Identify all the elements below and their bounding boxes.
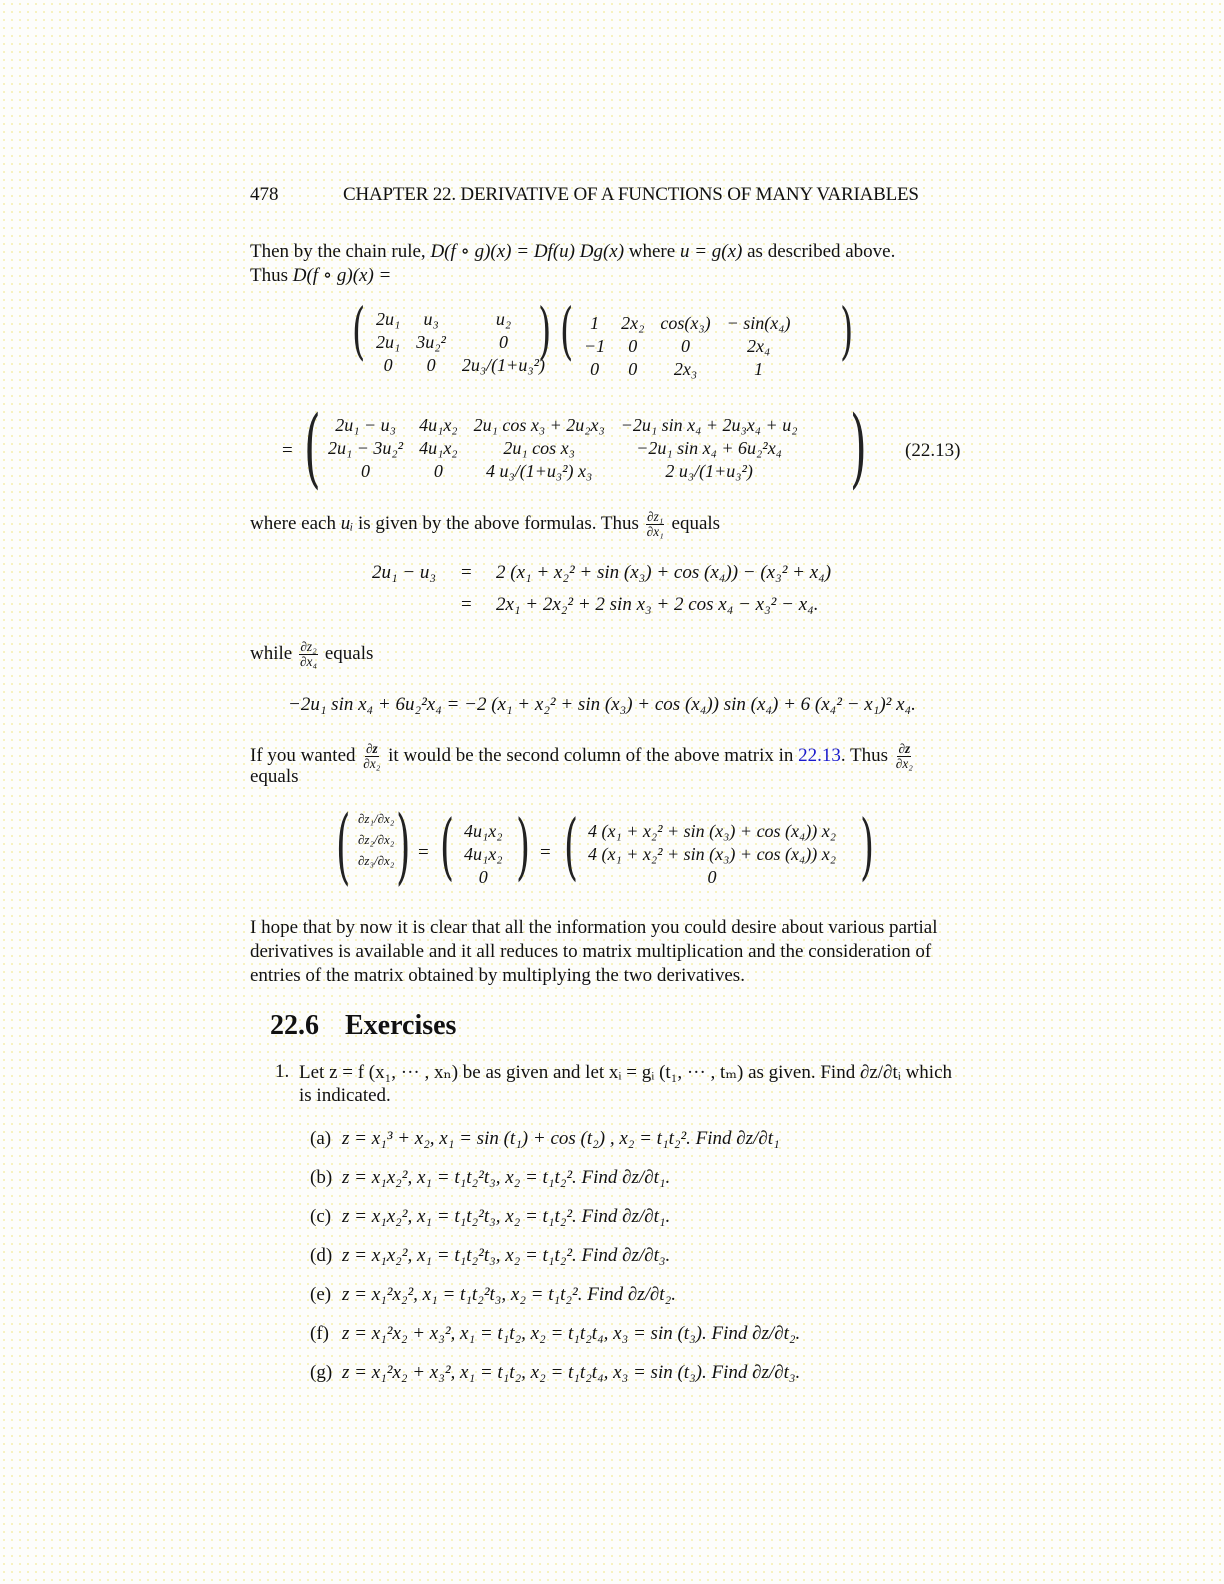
matrix-df-row (368, 308, 553, 331)
matrix-product-cell: 2u₁ − u₃ (335, 415, 396, 435)
vector-mid-cell: 4u₁x₂ (464, 844, 503, 864)
matrix-dg-cell: 2x₂ (621, 313, 645, 333)
matrix-product-cell: 0 (361, 461, 371, 481)
matrix-df-row (368, 354, 553, 377)
equation-number: (22.13) (905, 440, 961, 461)
matrix-product-row (320, 460, 805, 483)
text: is given by the above formulas. Thus (353, 512, 644, 534)
frac-den: ∂x₄ (299, 653, 318, 669)
subitem-label: (e) (310, 1284, 332, 1305)
text: equals (666, 512, 721, 534)
intro-text: where (624, 241, 680, 262)
matrix-dg-cell: − sin(x₄) (726, 313, 791, 333)
subitem-label: (a) (310, 1128, 332, 1149)
exercise-1-line-1: Let z = f (x₁, ··· , xₙ) be as given and let xᵢ = gᵢ (t₁, ··· , tₘ) as given. Find ∂z/∂tᵢ which (299, 1062, 953, 1083)
paragraph-dz1dx1 (250, 510, 720, 539)
eq-equals-1: = (461, 562, 472, 583)
matrix-dg-row (576, 358, 799, 381)
eq-equals-2: = (461, 594, 472, 615)
vector-rhs-cell: 4 (x₁ + x₂² + sin (x₃) + cos (x₄)) x₂ (588, 821, 837, 841)
vector-lhs-row (350, 808, 402, 829)
matrix-product-cell: 4u₁x₂ (419, 415, 458, 435)
matrix-df-row (368, 331, 553, 354)
matrix-dg-cell: 1 (754, 359, 764, 379)
subitem-label: (f) (310, 1323, 329, 1344)
matrix-df-cell: 3u₂² (416, 332, 446, 352)
vector-rhs-cell: 0 (707, 867, 717, 887)
section-title: Exercises (345, 1010, 457, 1041)
vector-rhs-row (580, 843, 844, 866)
closing-paragraph-line-1: I hope that by now it is clear that all the information you could desire about various partial (250, 917, 938, 938)
vector-rhs-row (580, 820, 844, 843)
subitem-text: z = x₁x₂², x₁ = t₁t₂²t₃, x₂ = t₁t₂². Find ∂z/∂t₁. (342, 1167, 671, 1188)
section-heading (270, 1010, 482, 1042)
subitem-text: z = x₁²x₂ + x₃², x₁ = t₁t₂, x₂ = t₁t₂t₄, x₃ = sin (t₃). Find ∂z/∂t₃. (342, 1362, 801, 1383)
right-paren: ) (850, 398, 867, 498)
vector-mid (456, 820, 511, 889)
intro-line-2 (250, 264, 391, 287)
exercise-number: 1. (275, 1061, 290, 1082)
paragraph-dzdx2-line2: equals (250, 766, 299, 787)
text: equals (320, 642, 374, 664)
vector-lhs-row (350, 850, 402, 871)
frac-num: ∂z (365, 741, 378, 756)
subitem-label: (g) (310, 1362, 333, 1383)
matrix-product-cell: −2u₁ sin x₄ + 2u₃x₄ + u₂ (620, 415, 798, 435)
frac-den: ∂x₂ (363, 755, 381, 771)
subitem-text: z = x₁x₂², x₁ = t₁t₂²t₃, x₂ = t₁t₂². Find ∂z/∂t₃. (342, 1245, 671, 1266)
subitem-label: (d) (310, 1245, 333, 1266)
vector-lhs-cell: ∂z₁/∂x₂ (358, 811, 395, 826)
matrix-df-cell: 0 (426, 355, 436, 375)
vector-lhs-cell: ∂z₂/∂x₂ (358, 832, 395, 847)
matrix-product-row (320, 437, 805, 460)
partial-fraction (895, 742, 914, 771)
matrix-df-cell: 2u₁ (376, 309, 401, 329)
matrix-dg (576, 312, 799, 381)
equals-sign: = (282, 440, 293, 461)
matrix-df-cell: 0 (498, 332, 508, 352)
subitem-text: z = x₁²x₂ + x₃², x₁ = t₁t₂, x₂ = t₁t₂t₄, x₃ = sin (t₃). Find ∂z/∂t₂. (342, 1323, 801, 1344)
equals-sign: = (418, 842, 429, 863)
vector-mid-row (456, 843, 511, 866)
subitem-text: z = x₁x₂², x₁ = t₁t₂²t₃, x₂ = t₁t₂². Find ∂z/∂t₁. (342, 1206, 671, 1227)
vector-lhs (350, 808, 402, 871)
partial-fraction (362, 742, 381, 771)
equals-sign: = (540, 842, 551, 863)
closing-paragraph-line-2: derivatives is available and it all reduces to matrix multiplication and the consideration of (250, 941, 932, 962)
text: If you wanted (250, 744, 361, 766)
chain-rule-formula: D(f ∘ g)(x) = Df(u) Dg(x) (430, 241, 625, 262)
left-paren: ( (564, 804, 579, 888)
page-number: 478 (250, 184, 279, 205)
vector-lhs-cell: ∂z₃/∂x₂ (358, 853, 395, 868)
text: while (250, 642, 297, 664)
matrix-dg-cell: 0 (628, 336, 638, 356)
matrix-product-cell: 4u₁x₂ (419, 438, 458, 458)
left-paren: ( (304, 398, 321, 498)
matrix-dg-row (576, 312, 799, 335)
intro-text: as described above. (742, 241, 896, 262)
section-number: 22.6 (270, 1010, 319, 1041)
partial-fraction (299, 640, 318, 669)
chapter-title: CHAPTER 22. DERIVATIVE OF A FUNCTIONS OF MANY VARIABLES (343, 184, 919, 205)
matrix-dg-cell: −1 (584, 336, 606, 356)
subitem-text: z = x₁³ + x₂, x₁ = sin (t₁) + cos (t₂) , x₂ = t₁t₂². Find ∂z/∂t₁ (342, 1128, 780, 1149)
ui-symbol: uᵢ (340, 512, 354, 534)
right-paren: ) (840, 294, 854, 367)
intro-text: Then by the chain rule, (250, 241, 431, 262)
left-paren: ( (440, 804, 455, 888)
matrix-dg-cell: 0 (681, 336, 691, 356)
paragraph-dz2dx4 (250, 640, 373, 669)
equation-ref-link[interactable]: 22.13 (798, 744, 841, 766)
right-paren: ) (516, 804, 531, 888)
matrix-dg-cell: 1 (590, 313, 600, 333)
exercise-subitem (310, 1245, 670, 1267)
matrix-df (368, 308, 553, 377)
frac-num: ∂z₁ (647, 509, 664, 524)
text: it would be the second column of the above matrix in (383, 744, 799, 766)
exercise-subitem (310, 1128, 780, 1150)
frac-num: ∂z₂ (300, 639, 317, 654)
subitem-label: (c) (310, 1206, 332, 1227)
intro-line-1 (250, 240, 895, 263)
matrix-df-cell: 0 (383, 355, 393, 375)
subitem-label: (b) (310, 1167, 333, 1188)
matrix-dg-cell: cos(x₃) (660, 313, 711, 333)
frac-den: ∂x₁ (646, 523, 664, 539)
matrix-product-cell: −2u₁ sin x₄ + 6u₂²x₄ (636, 438, 782, 458)
matrix-dg-cell: 0 (590, 359, 600, 379)
matrix-df-cell: 2u₁ (376, 332, 401, 352)
vector-mid-cell: 0 (478, 867, 488, 887)
matrix-product-cell: 2 u₃/(1+u₃²) (665, 461, 753, 481)
closing-paragraph-line-3: entries of the matrix obtained by multiplying the two derivatives. (250, 965, 745, 986)
text: . Thus (840, 744, 893, 766)
composite-derivative: D(f ∘ g)(x) = (292, 265, 392, 286)
vector-rhs (580, 820, 844, 889)
matrix-product-row (320, 414, 805, 437)
eq-lhs: 2u₁ − u₃ (372, 562, 437, 583)
text: where each (250, 512, 341, 534)
vector-mid-cell: 4u₁x₂ (464, 821, 503, 841)
vector-mid-row (456, 820, 511, 843)
matrix-dg-cell: 2x₃ (673, 359, 698, 379)
exercise-subitem (310, 1284, 676, 1306)
exercise-subitem (310, 1323, 800, 1345)
exercise-1-line-2: is indicated. (299, 1085, 391, 1106)
vector-lhs-row (350, 829, 402, 850)
exercise-subitem (310, 1167, 670, 1189)
exercise-subitem (310, 1362, 800, 1384)
matrix-df-cell: 2u₃/(1+u₃²) (461, 355, 545, 375)
partial-fraction (646, 510, 665, 539)
left-paren: ( (336, 799, 351, 894)
vector-rhs-row (580, 866, 844, 889)
matrix-product-cell: 4 u₃/(1+u₃²) x₃ (486, 461, 593, 481)
frac-num: ∂z (898, 741, 911, 756)
left-paren: ( (352, 294, 366, 367)
paragraph-dzdx2 (250, 742, 916, 771)
matrix-product-cell: 2u₁ cos x₃ + 2u₂x₃ (473, 415, 605, 435)
eq-dz2dx4: −2u₁ sin x₄ + 6u₂²x₄ = −2 (x₁ + x₂² + sin (x₃) + cos (x₄)) sin (x₄) + 6 (x₄² − x₁)² x₄. (288, 694, 916, 715)
vector-mid-row (456, 866, 511, 889)
eq-rhs-2: 2x₁ + 2x₂² + 2 sin x₃ + 2 cos x₄ − x₃² − x₄. (496, 594, 819, 615)
matrix-dg-cell: 0 (628, 359, 638, 379)
matrix-df-cell: u₂ (495, 309, 512, 329)
matrix-product-cell: 2u₁ − 3u₂² (328, 438, 404, 458)
matrix-dg-cell: 2x₄ (746, 336, 771, 356)
matrix-df-cell: u₃ (423, 309, 439, 329)
eq-rhs-1: 2 (x₁ + x₂² + sin (x₃) + cos (x₄)) − (x₃² + x₄) (496, 562, 832, 583)
intro-text: Thus (250, 265, 293, 286)
matrix-dg-row (576, 335, 799, 358)
matrix-product (320, 414, 805, 483)
right-paren: ) (396, 799, 411, 894)
right-paren: ) (538, 294, 552, 367)
matrix-product-cell: 0 (433, 461, 443, 481)
right-paren: ) (860, 804, 875, 888)
subitem-text: z = x₁²x₂², x₁ = t₁t₂²t₃, x₂ = t₁t₂². Find ∂z/∂t₂. (342, 1284, 676, 1305)
exercise-subitem (310, 1206, 670, 1228)
u-definition: u = g(x) (679, 241, 743, 262)
left-paren: ( (560, 294, 574, 367)
vector-rhs-cell: 4 (x₁ + x₂² + sin (x₃) + cos (x₄)) x₂ (588, 844, 837, 864)
matrix-product-cell: 2u₁ cos x₃ (503, 438, 575, 458)
frac-den: ∂x₂ (895, 755, 913, 771)
